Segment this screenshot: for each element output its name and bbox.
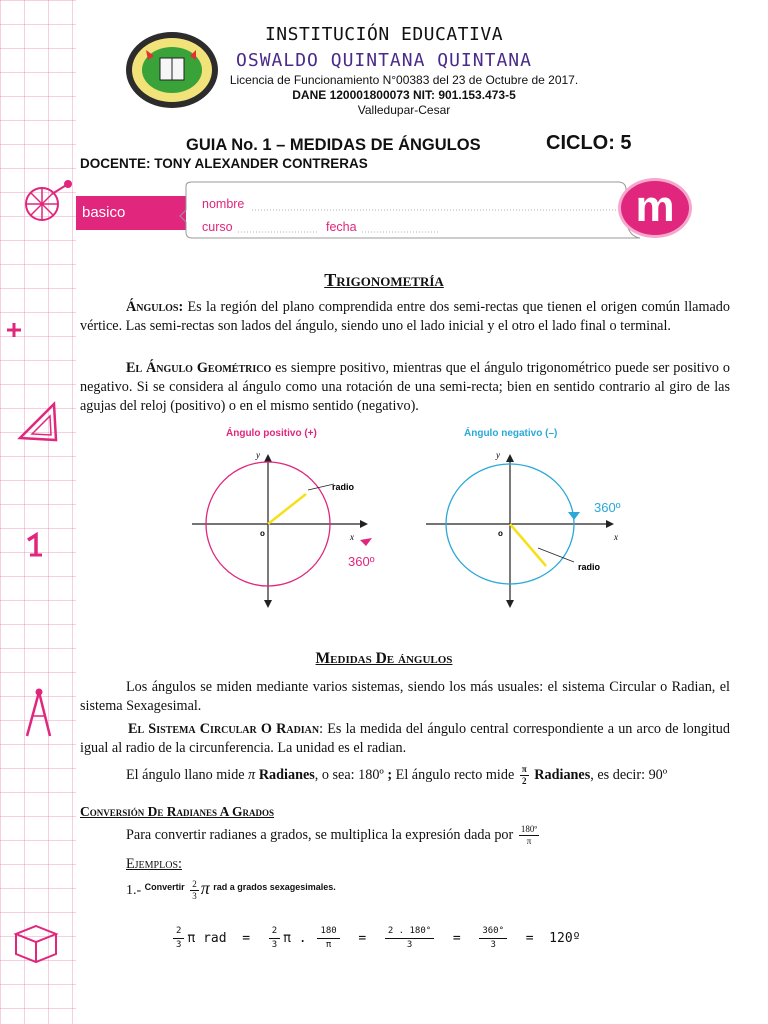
eq-term-2-denominator: 3	[271, 940, 278, 950]
positive-radio-label: radio	[332, 482, 355, 492]
eq-term-4	[385, 925, 434, 952]
paragraph-angulo-geometrico	[80, 359, 730, 416]
negative-y-label: y	[496, 450, 500, 460]
section-title-trigonometria: Trigonometría	[324, 270, 444, 290]
eq-term-4-denominator: 3	[406, 940, 413, 950]
guide-title: GUIA No. 1 – MEDIDAS DE ÁNGULOS	[186, 136, 481, 154]
triangle-ruler-icon	[16, 398, 60, 444]
eq-term-3-numerator: 180	[317, 925, 339, 939]
dane-nit-line: DANE 120001800073 NIT: 901.153.473-5	[292, 88, 516, 102]
level-label: basico	[82, 204, 126, 221]
example-1-fraction	[190, 879, 199, 902]
school-name: OSWALDO QUINTANA QUINTANA	[236, 50, 532, 71]
negative-origin-label: o	[498, 529, 503, 538]
nombre-label: nombre	[202, 197, 245, 211]
eq-term-2	[269, 925, 280, 952]
paragraph-angulo-llano	[126, 762, 746, 788]
example-1	[126, 872, 336, 906]
section-title-medidas: Medidas De ángulos	[315, 650, 453, 667]
example-1-text: rad a grados sexagesimales.	[213, 882, 336, 892]
eq-sign-4: =	[525, 931, 534, 946]
pi-over-2-denominator: 2	[522, 776, 527, 787]
example-1-numerator: 2	[192, 879, 197, 890]
term-angulo-geometrico: El Ángulo Geométrico	[126, 360, 272, 376]
recto-degrees: , es decir: 90º	[590, 767, 668, 783]
pi-over-2-numerator: π	[521, 764, 527, 775]
equation-line	[170, 922, 580, 956]
fecha-label: fecha	[326, 220, 357, 234]
term-angulos: Ángulos:	[126, 299, 184, 315]
eq-term-5	[479, 925, 507, 952]
plus-icon	[4, 320, 24, 340]
figure-negative-angle	[420, 420, 640, 610]
convertir-text: Para convertir radianes a grados, se multiplica la expresión dada por	[126, 827, 514, 843]
paragraph-angulos	[80, 298, 730, 336]
positive-360-label: 360º	[348, 554, 375, 569]
eq-sign-3: =	[452, 931, 461, 946]
eq-term-3	[317, 925, 339, 952]
paragraph-sistema-circular	[80, 720, 730, 758]
term-sistema-circular: El Sistema Circular O Radian	[128, 721, 320, 737]
compass-icon	[22, 686, 56, 740]
eq-term-1-denominator: 3	[176, 940, 182, 950]
docente-label: DOCENTE: TONY ALEXANDER CONTRERAS	[80, 156, 368, 171]
recto-text: El ángulo recto mide	[392, 767, 518, 783]
negative-360-label: 360º	[594, 500, 621, 515]
eq-sign-1: =	[242, 931, 251, 946]
radianes-bold: Radianes	[258, 767, 315, 783]
llano-degrees: , o sea: 180º	[314, 767, 388, 783]
license-line: Licencia de Funcionamiento N°00383 del 23 de Octubre de 2017.	[229, 73, 579, 87]
box-icon	[10, 920, 62, 966]
institution-label: INSTITUCIÓN EDUCATIVA	[264, 24, 504, 45]
example-1-denominator: 3	[192, 891, 197, 902]
paragraph-sistema-circular-text: : Es la medida del ángulo central correspondiente a un arco de longitud igual al radio de la circunferencia. La unidad es el radian.	[80, 721, 730, 756]
eq-term-1-numerator: 2	[173, 925, 184, 939]
paragraph-angulo-geometrico-text: es siempre positivo, mientras que el ángulo trigonométrico puede ser positivo o negativo. Si se considera al ángulo como una rotación de una semi-recta; bien en sentido contrario al giro de las agujas del reloj (positivo) o en el mismo sentido (negativo).	[80, 360, 730, 414]
example-1-pi: π	[200, 878, 210, 898]
paragraph-angulos-text: Es la región del plano comprendida entre dos semi-rectas que tienen el origen común llamado vértice. Las semi-rectas son lados del ángulo, siendo uno el lado inicial y el otro el lado final o terminal.	[80, 299, 730, 334]
negative-radio-label: radio	[578, 562, 601, 572]
protractor-icon	[22, 178, 74, 226]
eq-result: 120º	[549, 931, 581, 946]
positive-angle-title: Ángulo positivo (+)	[226, 428, 317, 439]
semicolon: ;	[387, 767, 393, 783]
paragraph-convertir	[126, 820, 746, 850]
180-numerator: 180º	[520, 824, 538, 835]
eq-sign-2: =	[358, 931, 367, 946]
paragraph-sistemas: Los ángulos se miden mediante varios sistemas, siendo los más usuales: el sistema Circular o Radian, el sistema Sexagesimal.	[80, 679, 730, 714]
eq-term-5-numerator: 360°	[479, 925, 507, 939]
example-1-number: 1.-	[126, 883, 142, 898]
city-line: Valledupar-Cesar	[357, 103, 451, 117]
m-logo	[618, 178, 692, 238]
180-over-pi-fraction	[519, 824, 539, 847]
eq-term-1	[173, 925, 184, 952]
m-logo-letter: m	[635, 182, 675, 231]
pi-denominator: π	[526, 836, 532, 847]
eq-term-5-denominator: 3	[490, 940, 496, 950]
pi-over-2-fraction	[520, 764, 529, 787]
llano-text: El ángulo llano mide	[126, 767, 249, 783]
example-1-convertir: Convertir	[144, 882, 185, 892]
ejemplos-label: Ejemplos:	[126, 856, 182, 872]
notebook-grid-strip	[0, 0, 76, 1024]
ciclo-label: CICLO: 5	[546, 132, 632, 154]
radianes-bold-2: Radianes	[534, 767, 591, 783]
positive-origin-label: o	[260, 529, 265, 538]
number-one-icon	[22, 532, 46, 558]
eq-term-3-denominator: π	[325, 940, 332, 950]
positive-y-label: y	[256, 450, 260, 460]
section-title-conversion: Conversión De Radianes A Grados	[80, 804, 275, 819]
eq-term-2-numerator: 2	[269, 925, 280, 939]
pi-symbol: π	[248, 767, 256, 783]
eq-term-1-symbol: π rad	[187, 931, 227, 946]
negative-x-label: x	[614, 532, 618, 542]
curso-label: curso	[202, 220, 233, 234]
eq-term-4-numerator: 2 . 180°	[385, 925, 434, 939]
level-banner	[76, 196, 186, 230]
negative-angle-title: Ángulo negativo (–)	[464, 428, 558, 439]
positive-x-label: x	[350, 532, 354, 542]
figure-positive-angle	[186, 420, 386, 610]
eq-term-2-symbol: π .	[283, 931, 307, 946]
